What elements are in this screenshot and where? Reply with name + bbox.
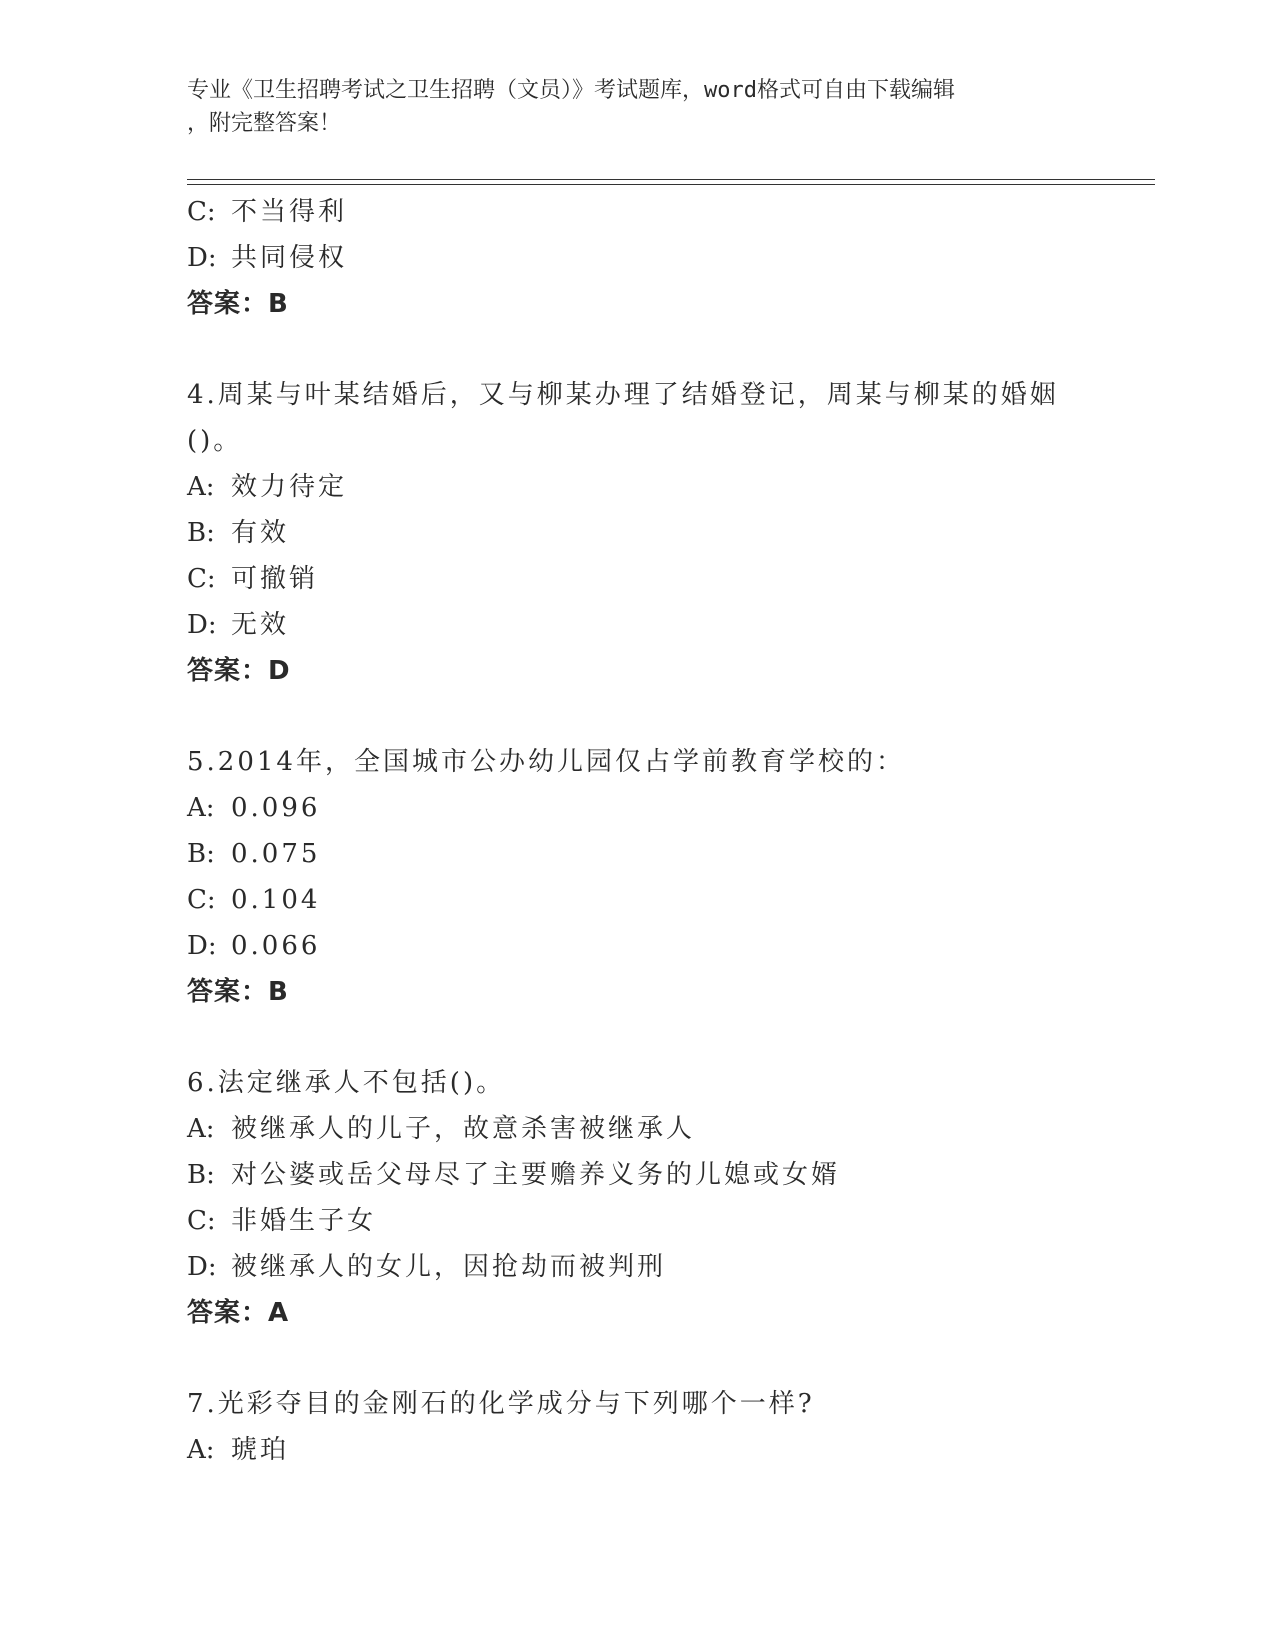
question-stem: 4.周某与叶某结婚后，又与柳某办理了结婚登记，周某与柳某的婚姻 <box>187 380 1059 410</box>
option-a <box>187 1106 1155 1152</box>
option-text: 可撤销 <box>231 564 319 594</box>
question-block-5 <box>187 739 1155 1015</box>
option-d <box>187 602 1155 648</box>
option-letter: C: <box>187 564 216 594</box>
option-text: 琥珀 <box>231 1435 290 1465</box>
answer-line: 答案：B <box>187 289 289 319</box>
option-letter: A: <box>187 472 215 502</box>
document-header <box>187 74 1087 140</box>
option-text: 对公婆或岳父母尽了主要赡养义务的儿媳或女婿 <box>231 1160 841 1190</box>
option-text: 被继承人的女儿，因抢劫而被判刑 <box>231 1252 667 1282</box>
header-line-1: 专业《卫生招聘考试之卫生招聘（文员）》考试题库，word格式可自由下载编辑 <box>187 78 955 103</box>
option-b <box>187 510 1155 556</box>
option-letter: A: <box>187 793 215 823</box>
header-divider-top <box>187 179 1155 180</box>
option-letter: B: <box>187 839 215 869</box>
option-letter: B: <box>187 518 215 548</box>
option-c <box>187 556 1155 602</box>
answer-line: 答案：D <box>187 656 291 686</box>
option-text: 0.075 <box>231 839 321 869</box>
option-text: 被继承人的儿子，故意杀害被继承人 <box>231 1114 696 1144</box>
option-d <box>187 235 1155 281</box>
question-stem: 6.法定继承人不包括()。 <box>187 1068 506 1098</box>
option-letter: B: <box>187 1160 215 1190</box>
option-text: 0.066 <box>231 931 321 961</box>
option-letter: D: <box>187 610 217 640</box>
option-text: 有效 <box>231 518 290 548</box>
option-a <box>187 1427 1155 1473</box>
option-text: 共同侵权 <box>231 243 348 273</box>
question-stem: 7.光彩夺目的金刚石的化学成分与下列哪个一样? <box>187 1389 815 1419</box>
option-c <box>187 877 1155 923</box>
option-a <box>187 464 1155 510</box>
option-text: 0.096 <box>231 793 321 823</box>
option-a <box>187 785 1155 831</box>
header-line-2: ，附完整答案！ <box>187 111 342 136</box>
option-letter: C: <box>187 197 216 227</box>
option-text: 不当得利 <box>231 197 348 227</box>
option-letter: C: <box>187 1206 216 1236</box>
option-text: 无效 <box>231 610 290 640</box>
option-text: 非婚生子女 <box>231 1206 377 1236</box>
question-block-6 <box>187 1060 1155 1336</box>
option-letter: D: <box>187 1252 217 1282</box>
question-stem: 5.2014年，全国城市公办幼儿园仅占学前教育学校的： <box>187 747 905 777</box>
question-list <box>187 189 1155 1473</box>
question-block-partial <box>187 189 1155 327</box>
option-c <box>187 189 1155 235</box>
option-letter: D: <box>187 931 217 961</box>
option-c <box>187 1198 1155 1244</box>
question-block-4 <box>187 372 1155 694</box>
option-text: 效力待定 <box>231 472 348 502</box>
option-b <box>187 1152 1155 1198</box>
option-letter: A: <box>187 1114 215 1144</box>
question-block-7 <box>187 1381 1155 1473</box>
option-letter: C: <box>187 885 216 915</box>
option-b <box>187 831 1155 877</box>
option-d <box>187 1244 1155 1290</box>
answer-line: 答案：A <box>187 1298 290 1328</box>
option-letter: D: <box>187 243 217 273</box>
header-divider-bottom <box>187 184 1155 185</box>
answer-line: 答案：B <box>187 977 289 1007</box>
option-d <box>187 923 1155 969</box>
question-stem-continued: ()。 <box>187 426 243 456</box>
option-text: 0.104 <box>231 885 321 915</box>
option-letter: A: <box>187 1435 215 1465</box>
